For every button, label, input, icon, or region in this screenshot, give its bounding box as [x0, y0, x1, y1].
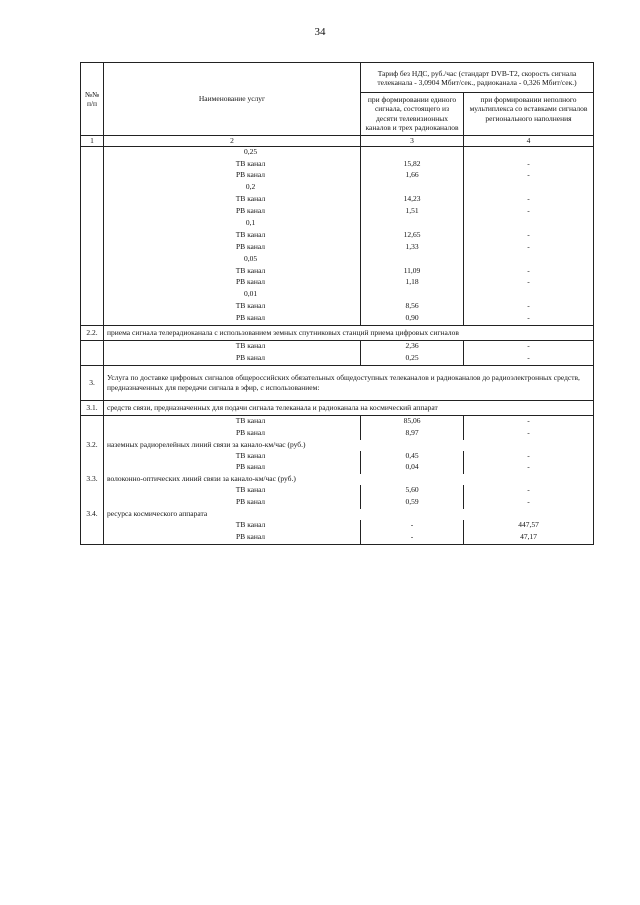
row-value-partial-multiplex: -: [464, 353, 594, 365]
row-number: [81, 428, 104, 440]
section-title: волоконно-оптических линий связи за канало-км/час (руб.): [104, 474, 594, 485]
table-row: [81, 313, 594, 325]
table-row: [81, 462, 594, 474]
row-value-single-signal: [361, 218, 464, 230]
row-name: ТВ канал: [104, 415, 361, 427]
table-row: [81, 254, 594, 266]
row-number: [81, 266, 104, 278]
row-value-partial-multiplex: -: [464, 415, 594, 427]
row-number: [81, 170, 104, 182]
row-number: [81, 182, 104, 194]
row-value-single-signal: 8,56: [361, 301, 464, 313]
header-col-number: №№ п/п: [81, 63, 104, 136]
row-value-partial-multiplex: -: [464, 451, 594, 463]
row-value-partial-multiplex: [464, 254, 594, 266]
section-title: ресурса космического аппарата: [104, 509, 594, 520]
table-row: [81, 170, 594, 182]
row-number: [81, 340, 104, 352]
row-name: РВ канал: [104, 277, 361, 289]
row-name: РВ канал: [104, 532, 361, 544]
row-value-partial-multiplex: -: [464, 340, 594, 352]
section-number: 3.1.: [81, 400, 104, 415]
row-value-single-signal: 11,09: [361, 266, 464, 278]
row-value-single-signal: [361, 289, 464, 301]
table-row: [81, 520, 594, 532]
row-value-single-signal: 8,97: [361, 428, 464, 440]
row-value-single-signal: 0,45: [361, 451, 464, 463]
row-value-partial-multiplex: 447,57: [464, 520, 594, 532]
section-3-1-row: [81, 400, 594, 415]
table-row: [81, 194, 594, 206]
row-value-partial-multiplex: -: [464, 462, 594, 474]
row-number: [81, 230, 104, 242]
row-value-partial-multiplex: [464, 218, 594, 230]
table-row: [81, 289, 594, 301]
row-number: [81, 485, 104, 497]
header-col-partial-multiplex: при формировании неполного мультиплекса со вставками сигналов регионального наполнения: [464, 92, 594, 136]
row-value-partial-multiplex: -: [464, 277, 594, 289]
row-value-partial-multiplex: -: [464, 170, 594, 182]
row-number: [81, 146, 104, 158]
row-value-single-signal: 85,06: [361, 415, 464, 427]
section-3-2-row: [81, 440, 594, 451]
row-name: РВ канал: [104, 462, 361, 474]
row-value-partial-multiplex: [464, 182, 594, 194]
row-name: ТВ канал: [104, 266, 361, 278]
row-name: РВ канал: [104, 206, 361, 218]
row-value-single-signal: [361, 182, 464, 194]
header-col-name: Наименование услуг: [104, 63, 361, 136]
row-value-single-signal: [361, 146, 464, 158]
row-number: [81, 206, 104, 218]
table-row: [81, 242, 594, 254]
table-row: [81, 230, 594, 242]
table-row: [81, 266, 594, 278]
table-row: [81, 485, 594, 497]
row-number: [81, 301, 104, 313]
row-number: [81, 313, 104, 325]
row-name: РВ канал: [104, 313, 361, 325]
section-title: средств связи, предназначенных для подачи сигнала телеканала и радиоканала на космический аппарат: [104, 400, 594, 415]
header-col-single-signal: при формировании единого сигнала, состоящего из десяти телевизионных каналов и трех радиоканалов: [361, 92, 464, 136]
column-number: 2: [104, 136, 361, 146]
section-number: 3.2.: [81, 440, 104, 451]
row-value-single-signal: 1,51: [361, 206, 464, 218]
row-value-partial-multiplex: [464, 146, 594, 158]
row-number: [81, 532, 104, 544]
section-title: приема сигнала телерадиоканала с использованием земных спутниковых станций приема цифровых сигналов: [104, 325, 594, 340]
table-header-row: [81, 63, 594, 93]
row-value-partial-multiplex: -: [464, 497, 594, 509]
header-tariff-title: Тариф без НДС, руб./час (стандарт DVB-T2, скорость сигнала телеканала - 3,0904 Мбит/сек., радиоканала - 0,326 Мбит/сек.): [361, 63, 594, 93]
row-value-single-signal: 5,60: [361, 485, 464, 497]
row-value-partial-multiplex: -: [464, 313, 594, 325]
row-name: 0,25: [104, 146, 361, 158]
section-3-4-row: [81, 509, 594, 520]
table-row: [81, 159, 594, 171]
row-number: [81, 497, 104, 509]
row-value-partial-multiplex: -: [464, 230, 594, 242]
table-row: [81, 415, 594, 427]
table-row: [81, 146, 594, 158]
section-number: 3.4.: [81, 509, 104, 520]
row-number: [81, 218, 104, 230]
row-name: РВ канал: [104, 353, 361, 365]
row-name: ТВ канал: [104, 159, 361, 171]
row-name: ТВ канал: [104, 194, 361, 206]
row-name: РВ канал: [104, 170, 361, 182]
row-value-single-signal: 0,04: [361, 462, 464, 474]
row-name: ТВ канал: [104, 451, 361, 463]
table-row: [81, 218, 594, 230]
row-value-partial-multiplex: -: [464, 206, 594, 218]
row-value-partial-multiplex: -: [464, 194, 594, 206]
row-number: [81, 415, 104, 427]
column-number: 1: [81, 136, 104, 146]
row-number: [81, 462, 104, 474]
row-name: 0,2: [104, 182, 361, 194]
row-number: [81, 159, 104, 171]
section-3-3-row: [81, 474, 594, 485]
row-number: [81, 194, 104, 206]
row-value-partial-multiplex: -: [464, 159, 594, 171]
row-number: [81, 277, 104, 289]
page-number: 34: [314, 26, 326, 38]
row-value-single-signal: -: [361, 532, 464, 544]
row-value-partial-multiplex: -: [464, 485, 594, 497]
section-number: 2.2.: [81, 325, 104, 340]
row-value-single-signal: 1,66: [361, 170, 464, 182]
section-title: Услуга по доставке цифровых сигналов общероссийских обязательных общедоступных телеканалов и радиоканалов до радиоэлектронных средств, предназначенных для передачи сигнала в эфир, с использованием:: [104, 365, 594, 400]
table-row: [81, 301, 594, 313]
row-value-single-signal: [361, 254, 464, 266]
table-row: [81, 353, 594, 365]
row-value-single-signal: 0,25: [361, 353, 464, 365]
row-number: [81, 451, 104, 463]
row-value-single-signal: 12,65: [361, 230, 464, 242]
row-name: ТВ канал: [104, 230, 361, 242]
row-number: [81, 520, 104, 532]
row-name: 0,1: [104, 218, 361, 230]
row-name: 0,05: [104, 254, 361, 266]
table-row: [81, 277, 594, 289]
row-number: [81, 242, 104, 254]
section-title: наземных радиорелейных линий связи за канало-км/час (руб.): [104, 440, 594, 451]
row-value-single-signal: 0,90: [361, 313, 464, 325]
row-value-partial-multiplex: -: [464, 242, 594, 254]
row-name: РВ канал: [104, 497, 361, 509]
row-name: РВ канал: [104, 428, 361, 440]
row-value-single-signal: 15,82: [361, 159, 464, 171]
row-name: ТВ канал: [104, 520, 361, 532]
row-value-partial-multiplex: 47,17: [464, 532, 594, 544]
tariff-table: [80, 62, 594, 545]
row-value-single-signal: 2,36: [361, 340, 464, 352]
row-name: ТВ канал: [104, 340, 361, 352]
row-value-partial-multiplex: -: [464, 428, 594, 440]
row-value-single-signal: 1,18: [361, 277, 464, 289]
row-value-partial-multiplex: [464, 289, 594, 301]
table-row: [81, 497, 594, 509]
table-row: [81, 451, 594, 463]
column-number: 3: [361, 136, 464, 146]
table-row: [81, 532, 594, 544]
row-name: 0,01: [104, 289, 361, 301]
row-number: [81, 289, 104, 301]
section-2-2-row: [81, 325, 594, 340]
section-3-row: [81, 365, 594, 400]
table-row: [81, 428, 594, 440]
table-row: [81, 182, 594, 194]
row-value-single-signal: 14,23: [361, 194, 464, 206]
row-value-single-signal: -: [361, 520, 464, 532]
row-value-single-signal: 0,59: [361, 497, 464, 509]
row-value-partial-multiplex: -: [464, 266, 594, 278]
section-number: 3.3.: [81, 474, 104, 485]
row-name: РВ канал: [104, 242, 361, 254]
row-number: [81, 353, 104, 365]
row-name: ТВ канал: [104, 301, 361, 313]
row-value-single-signal: 1,33: [361, 242, 464, 254]
column-number: 4: [464, 136, 594, 146]
row-name: ТВ канал: [104, 485, 361, 497]
row-value-partial-multiplex: -: [464, 301, 594, 313]
section-number: 3.: [81, 365, 104, 400]
row-number: [81, 254, 104, 266]
table-row: [81, 206, 594, 218]
column-numbers-row: [81, 136, 594, 146]
table-row: [81, 340, 594, 352]
